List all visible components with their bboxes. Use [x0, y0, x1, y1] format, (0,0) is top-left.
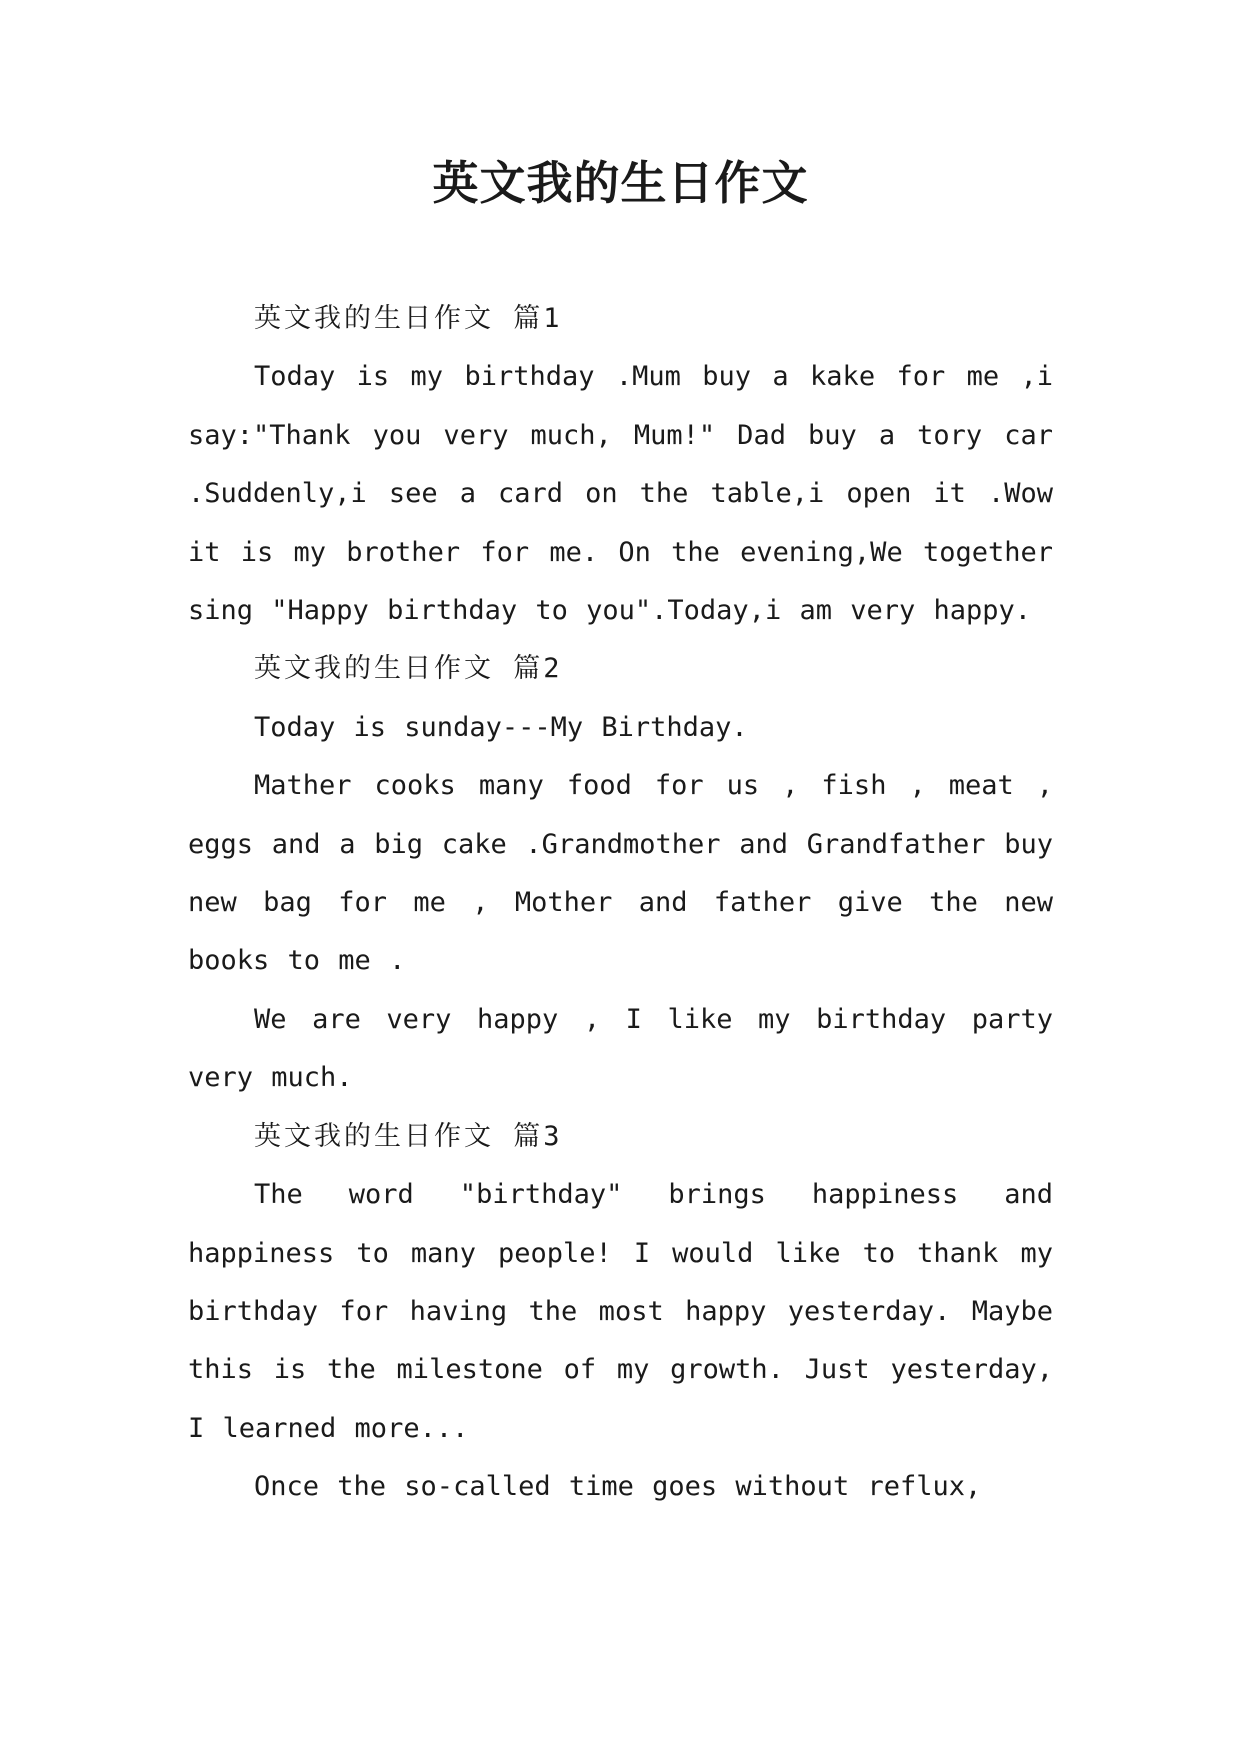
section-heading-2: 英文我的生日作文 篇2	[254, 653, 563, 685]
section-3-paragraph-2: Once the so-called time goes without reflux,	[254, 1471, 982, 1503]
section-2-paragraph-2: Mather cooks many food for us , fish , meat , eggs and a big cake .Grandmother and Grandfather buy new bag for me , Mother and father give the new books to me .	[188, 770, 1053, 977]
document-body	[188, 290, 1053, 1517]
section-2-paragraph-1: Today is sunday---My Birthday.	[254, 711, 748, 743]
section-3-paragraph-1: The word "birthday" brings happiness and happiness to many people! I would like to thank my birthday for having the most happy yesterday. Maybe this is the milestone of my growth. Just yesterday, I learned more...	[188, 1179, 1053, 1444]
section-heading-3: 英文我的生日作文 篇3	[254, 1120, 563, 1152]
section-1-paragraph-1: Today is my birthday .Mum buy a kake for me ,i say:"Thank you very much, Mum!" Dad buy a tory car .Suddenly,i see a card on the table,i open it .Wow it is my brother for me. On the evening,We together sing "Happy birthday to you".Today,i am very happy.	[188, 361, 1053, 627]
section-2-paragraph-3: We are very happy , I like my birthday party very much.	[188, 1003, 1053, 1094]
section-heading-1: 英文我的生日作文 篇1	[254, 303, 563, 334]
document-title: 英文我的生日作文	[432, 156, 809, 210]
